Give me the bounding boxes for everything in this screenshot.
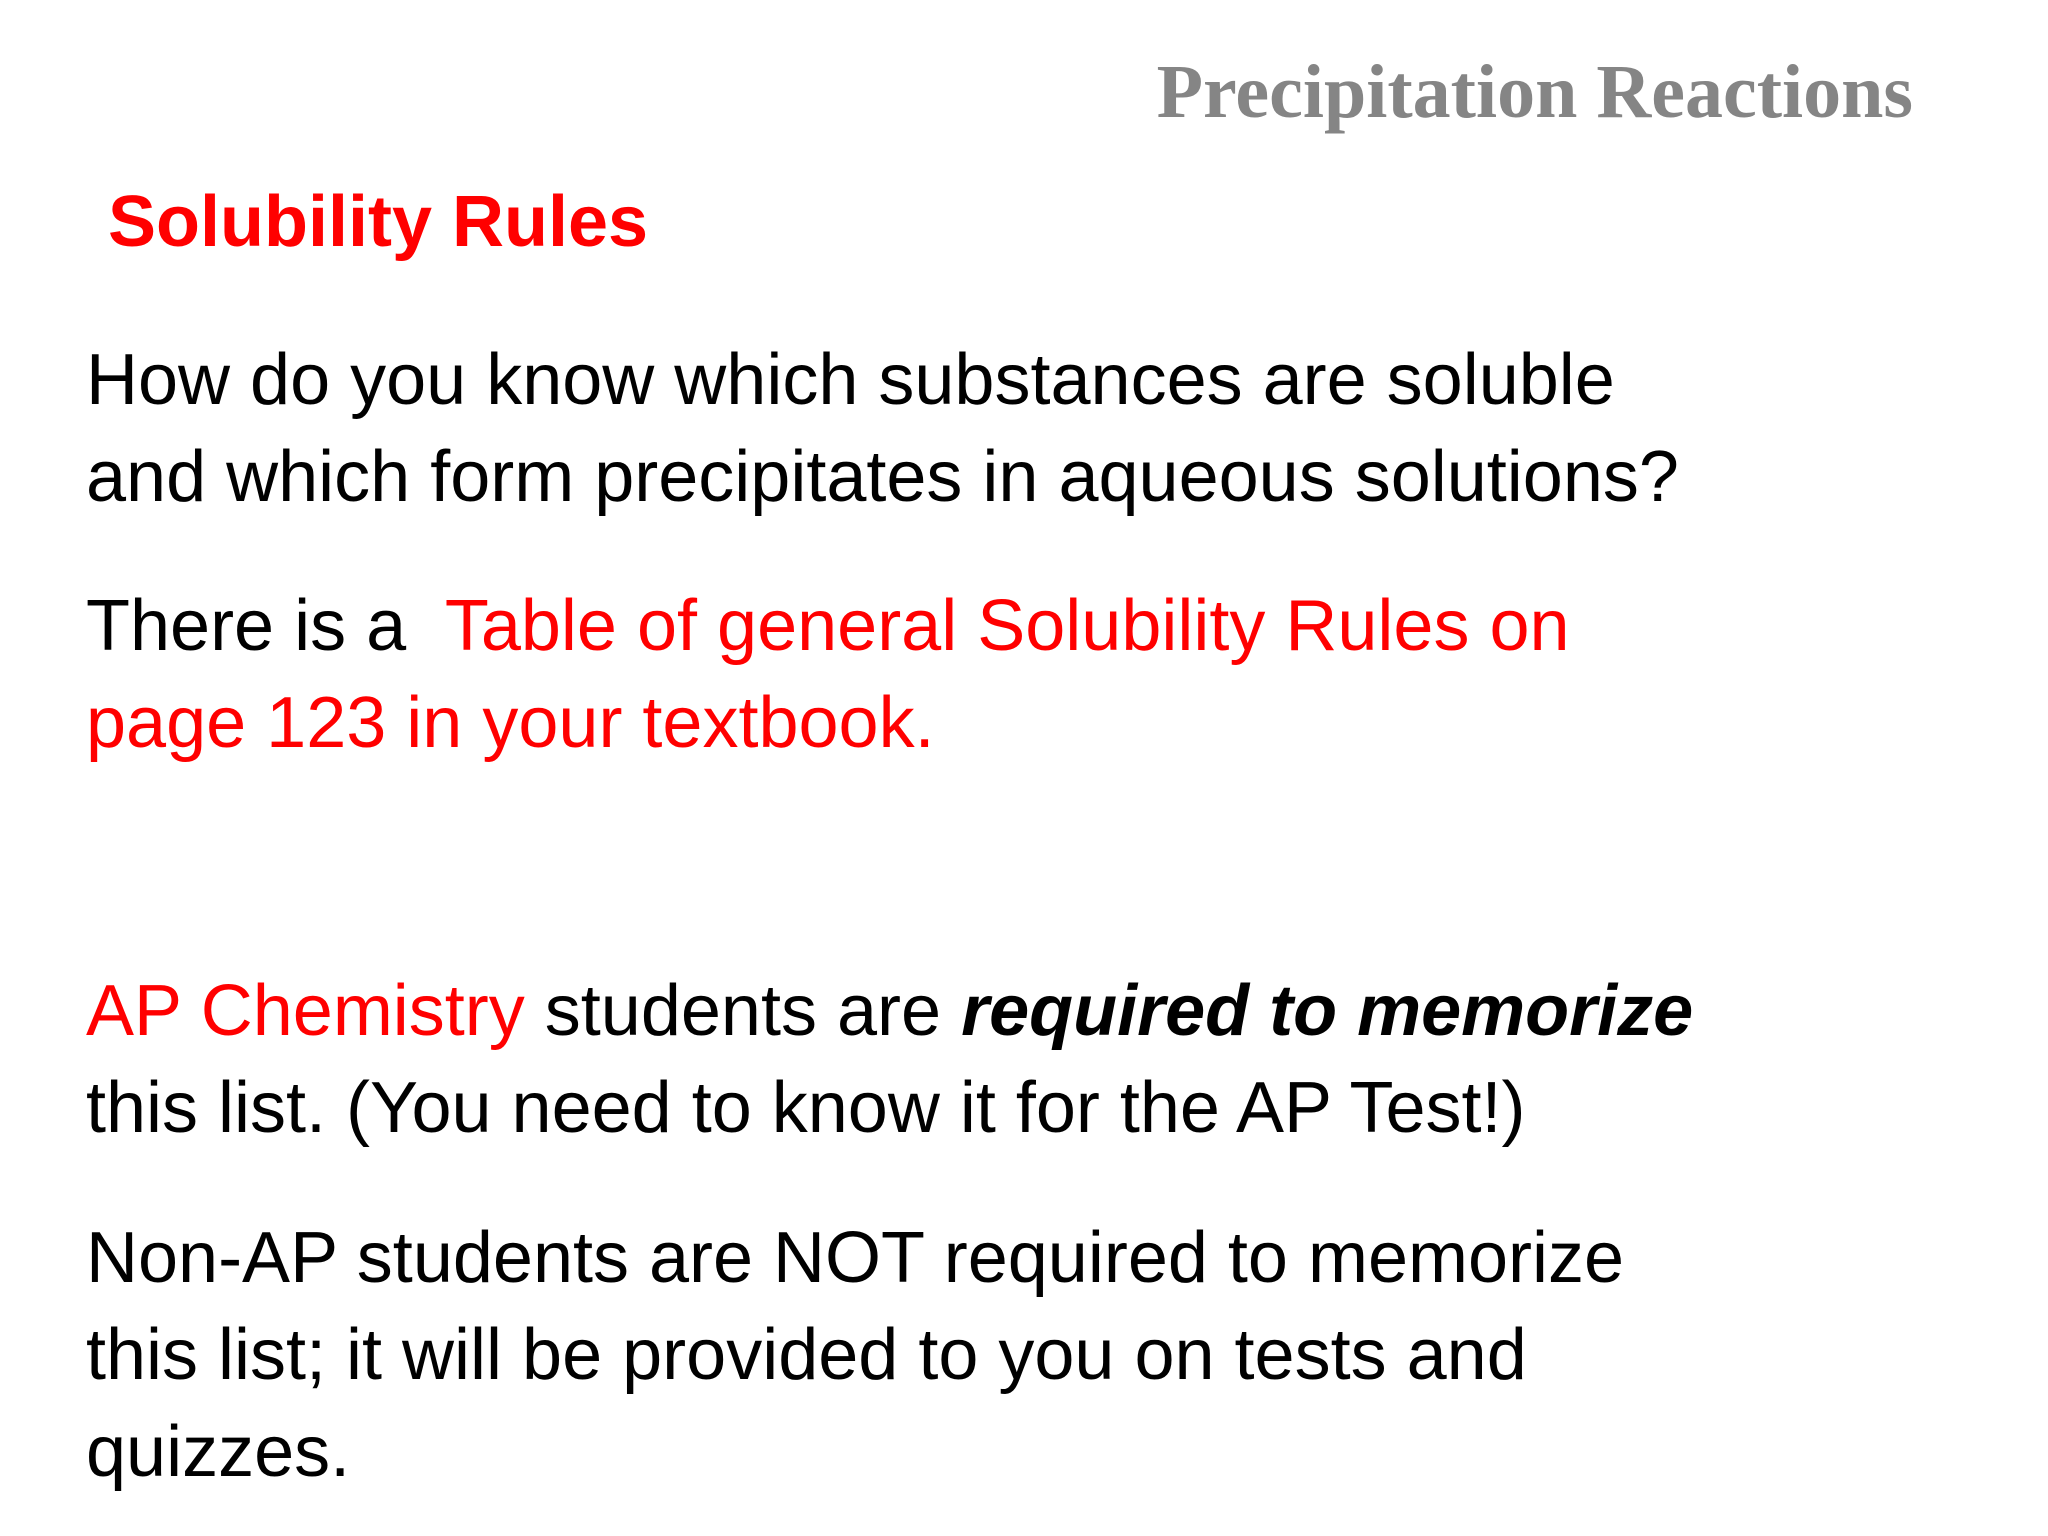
- ap-chemistry-highlight: AP Chemistry: [86, 971, 525, 1051]
- non-ap-line-3: quizzes.: [86, 1412, 351, 1492]
- table-reference-line-1: [86, 578, 1570, 675]
- table-reference-highlight: Table of general Solubility Rules on: [444, 586, 1570, 666]
- question-paragraph: [86, 332, 1679, 526]
- section-heading: Solubility Rules: [108, 182, 649, 262]
- non-ap-line-2: this list; it will be provided to you on tests and: [86, 1315, 1527, 1395]
- non-ap-paragraph: [86, 1210, 1624, 1501]
- ap-requirement-paragraph: [86, 963, 1693, 1157]
- ap-requirement-middle: students are: [524, 971, 962, 1051]
- ap-requirement-line-1: [86, 963, 1693, 1060]
- table-reference-line-2: page 123 in your textbook.: [86, 683, 935, 763]
- question-line-1: How do you know which substances are soluble: [86, 340, 1615, 420]
- table-reference-prefix: There is a: [86, 586, 427, 666]
- question-line-2: and which form precipitates in aqueous solutions?: [86, 437, 1679, 517]
- slide-title: Precipitation Reactions: [1156, 50, 1913, 134]
- ap-requirement-emphasis: required to memorize: [961, 971, 1694, 1051]
- ap-requirement-line-2: this list. (You need to know it for the AP Test!): [86, 1068, 1526, 1148]
- non-ap-line-1: Non-AP students are NOT required to memorize: [86, 1218, 1625, 1298]
- table-reference-paragraph: [86, 578, 1570, 772]
